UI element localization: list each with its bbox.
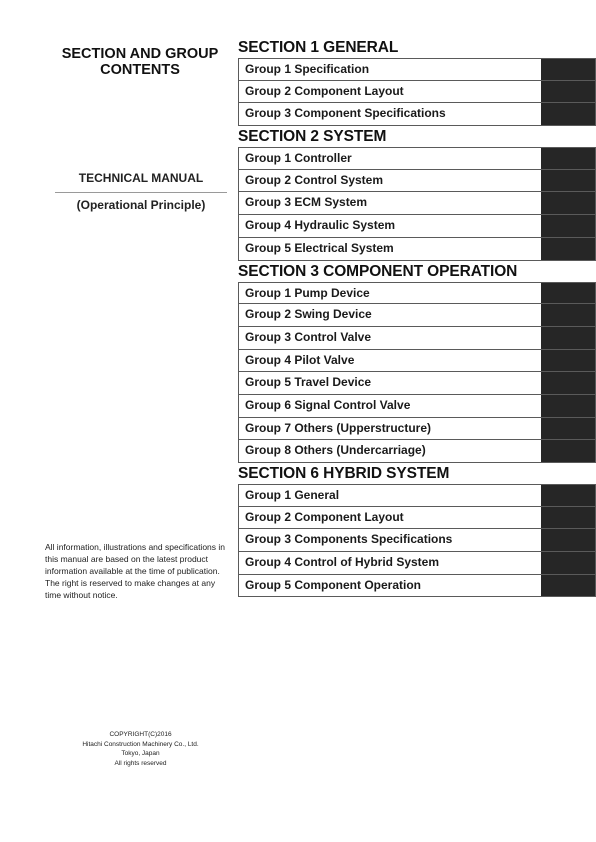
group-label: Group 1 Specification <box>245 62 370 76</box>
group-row[interactable] <box>238 215 596 238</box>
group-index-tab <box>541 575 595 597</box>
group-label: Group 6 Signal Control Valve <box>245 397 411 412</box>
group-label: Group 3 ECM System <box>245 195 368 210</box>
group-label: Group 2 Control System <box>245 172 384 187</box>
copyright-line: COPYRIGHT(C)2016 <box>109 731 172 738</box>
table-of-contents <box>238 37 596 597</box>
group-row[interactable] <box>238 103 596 126</box>
group-index-tab <box>541 372 595 394</box>
group-row[interactable] <box>238 418 596 441</box>
group-index-tab <box>541 440 595 462</box>
group-label: Group 3 Components Specifications <box>245 532 453 547</box>
group-row[interactable] <box>238 147 596 170</box>
group-index-tab <box>541 59 595 80</box>
group-index-tab <box>541 327 595 349</box>
group-index-tab <box>541 350 595 372</box>
group-index-tab <box>541 103 595 125</box>
toc-section <box>238 463 596 597</box>
group-index-tab <box>541 552 595 574</box>
copyright-location: Tokyo, Japan <box>121 750 160 757</box>
group-label: Group 8 Others (Undercarriage) <box>245 443 426 458</box>
group-index-tab <box>541 507 595 529</box>
group-label: Group 3 Component Specifications <box>245 106 446 121</box>
group-label: Group 2 Swing Device <box>245 307 372 322</box>
group-label: Group 5 Electrical System <box>245 240 394 255</box>
toc-section <box>238 261 596 464</box>
group-row[interactable] <box>238 81 596 104</box>
group-label: Group 4 Control of Hybrid System <box>245 555 440 570</box>
group-row[interactable] <box>238 58 596 81</box>
group-label: Group 1 Controller <box>245 151 352 166</box>
group-index-tab <box>541 418 595 440</box>
toc-section <box>238 37 596 126</box>
group-row[interactable] <box>238 282 596 305</box>
group-index-tab <box>541 485 595 506</box>
copyright-company: Hitachi Construction Machinery Co., Ltd. <box>82 740 199 748</box>
section-heading[interactable]: SECTION 1 GENERAL <box>238 39 399 56</box>
group-label: Group 4 Hydraulic System <box>245 218 396 233</box>
group-row[interactable] <box>238 440 596 463</box>
group-row[interactable] <box>238 395 596 418</box>
copyright-block <box>68 730 213 768</box>
group-label: Group 1 General <box>245 488 340 502</box>
group-row[interactable] <box>238 484 596 507</box>
group-row[interactable] <box>238 552 596 575</box>
group-index-tab <box>541 148 595 169</box>
manual-subtitle: (Operational Principle) <box>76 198 206 212</box>
toc-section <box>238 126 596 260</box>
group-label: Group 3 Control Valve <box>245 329 372 344</box>
group-label: Group 2 Component Layout <box>245 509 404 524</box>
group-label: Group 2 Component Layout <box>245 83 404 98</box>
section-heading[interactable]: SECTION 3 COMPONENT OPERATION <box>238 262 518 280</box>
copyright-rights: All rights reserved <box>114 759 167 767</box>
group-index-tab <box>541 192 595 214</box>
group-row[interactable] <box>238 192 596 215</box>
group-row[interactable] <box>238 238 596 261</box>
group-index-tab <box>541 81 595 103</box>
group-index-tab <box>541 304 595 326</box>
group-label: Group 4 Pilot Valve <box>245 352 355 367</box>
contents-title: SECTION AND GROUP CONTENTS <box>61 46 219 78</box>
group-label: Group 7 Others (Upperstructure) <box>245 420 432 435</box>
manual-title: TECHNICAL MANUAL <box>78 171 204 185</box>
group-index-tab <box>541 238 595 260</box>
section-heading[interactable]: SECTION 6 HYBRID SYSTEM <box>238 465 450 482</box>
group-index-tab <box>541 529 595 551</box>
group-index-tab <box>541 170 595 192</box>
section-heading[interactable]: SECTION 2 SYSTEM <box>238 128 387 146</box>
group-label: Group 5 Travel Device <box>245 375 372 390</box>
disclaimer-text: All information, illustrations and specifications in this manual are based on the latest product information available at the time of publication. The right is reserved to make changes at any time without notice. <box>45 542 226 600</box>
group-row[interactable] <box>238 170 596 193</box>
group-row[interactable] <box>238 304 596 327</box>
group-index-tab <box>541 215 595 237</box>
group-row[interactable] <box>238 507 596 530</box>
manual-title-divider <box>55 192 227 193</box>
group-index-tab <box>541 395 595 417</box>
group-row[interactable] <box>238 327 596 350</box>
group-row[interactable] <box>238 372 596 395</box>
group-label: Group 5 Component Operation <box>245 577 421 592</box>
group-row[interactable] <box>238 575 596 598</box>
group-row[interactable] <box>238 529 596 552</box>
group-index-tab <box>541 283 595 304</box>
group-label: Group 1 Pump Device <box>245 285 370 300</box>
group-row[interactable] <box>238 350 596 373</box>
